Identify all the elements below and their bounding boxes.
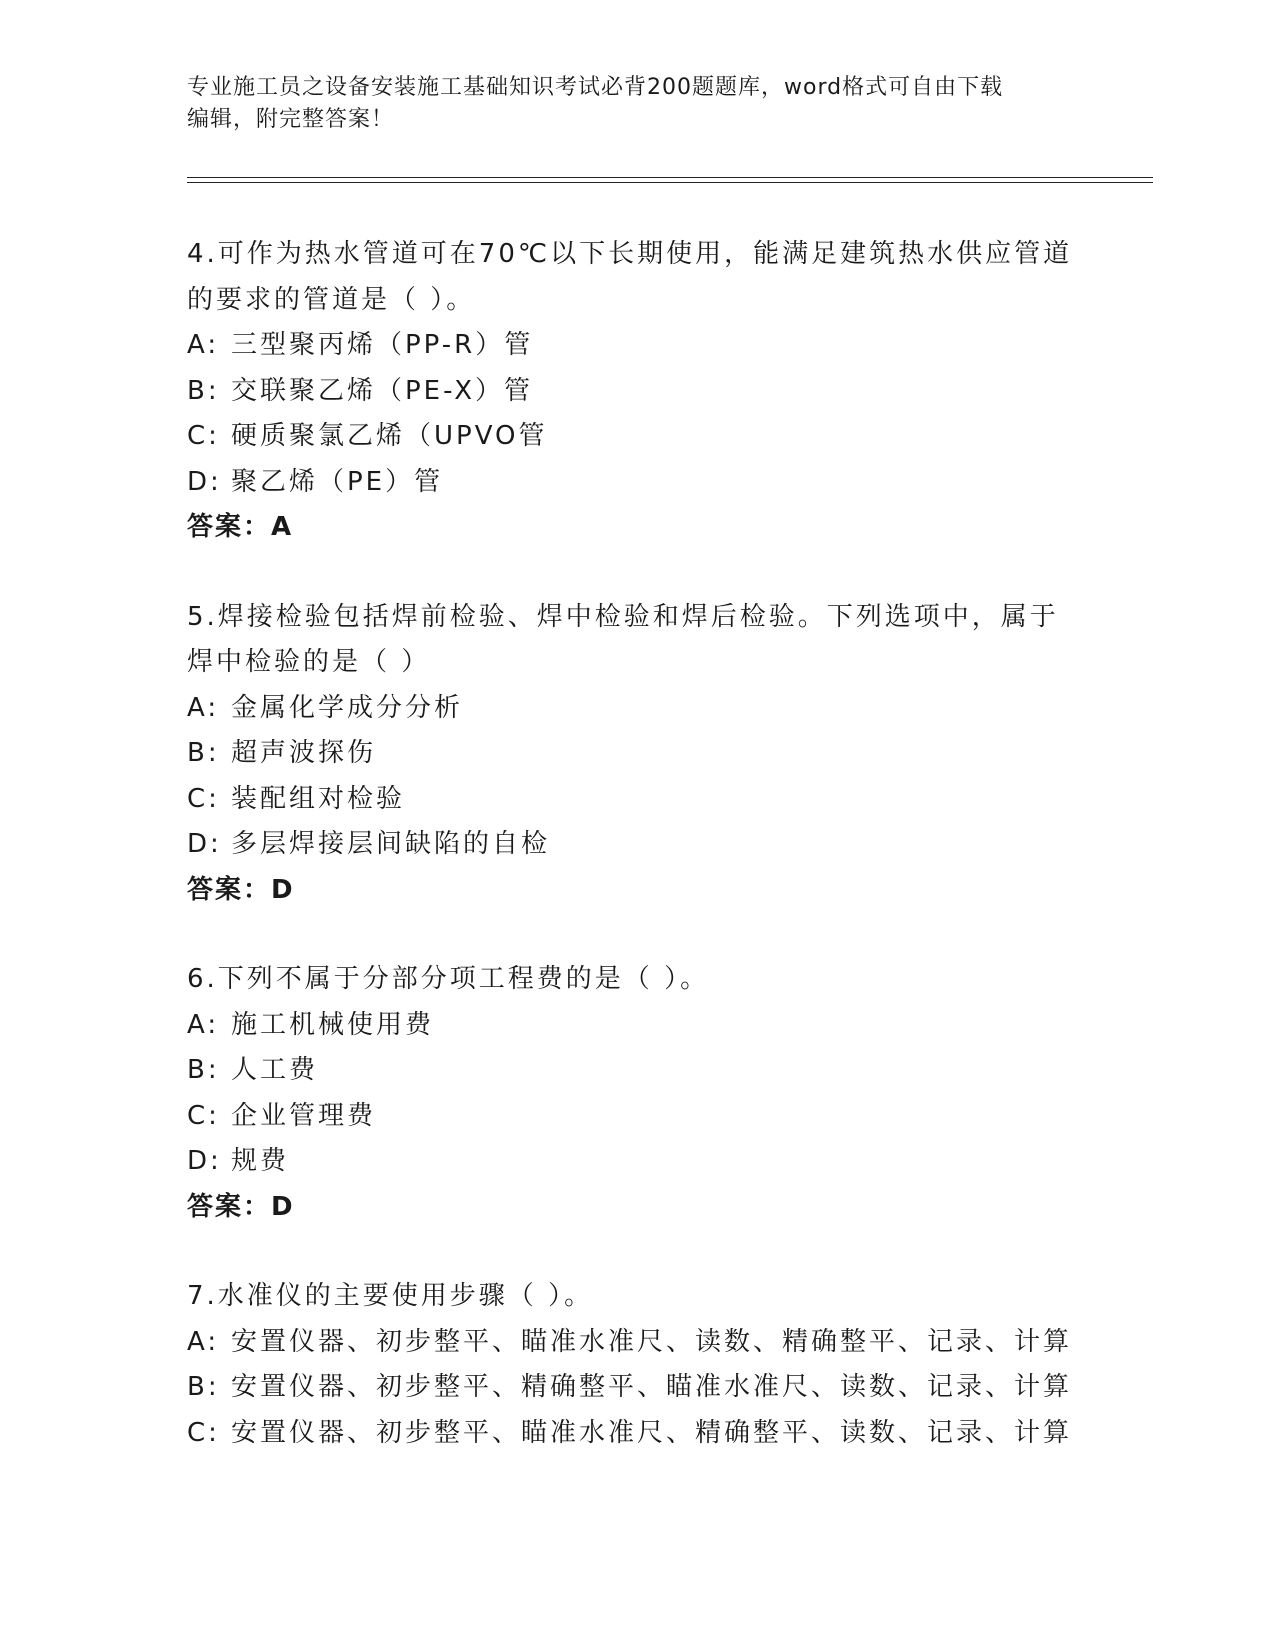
stem-line: 焊中检验的是（ ） [187, 647, 431, 677]
option-text: 装配组对检验 [231, 783, 406, 814]
document-header [187, 72, 1067, 136]
option-key: B: [187, 1372, 220, 1402]
option-key: B: [187, 738, 220, 768]
option-key: C: [187, 1417, 220, 1448]
option-key: A: [187, 1326, 220, 1357]
option-text: 企业管理费 [231, 1100, 377, 1131]
option-b [187, 731, 1087, 777]
option-key: A: [187, 330, 220, 360]
option-b [187, 369, 1087, 415]
stem-line: 6.下列不属于分部分项工程费的是（ ）。 [187, 964, 710, 994]
option-key: C: [187, 1100, 220, 1131]
question-stem [187, 957, 1087, 1003]
option-text: 超声波探伤 [231, 738, 377, 768]
option-c [187, 414, 1087, 460]
option-text: 交联聚乙烯（PE-X）管 [231, 375, 534, 406]
option-key: A: [187, 1009, 220, 1040]
option-a [187, 323, 1087, 369]
option-a [187, 686, 1087, 732]
question-list [187, 232, 1087, 1500]
option-c [187, 1411, 1087, 1457]
header-divider-top [187, 177, 1153, 178]
stem-line: 的要求的管道是（ ）。 [187, 284, 476, 315]
question-5 [187, 595, 1087, 914]
header-line-2: 编辑，附完整答案！ [187, 107, 395, 132]
option-text: 施工机械使用费 [231, 1009, 435, 1040]
stem-line: 5.焊接检验包括焊前检验、焊中检验和焊后检验。下列选项中，属于 [187, 601, 1059, 632]
option-a [187, 1003, 1087, 1049]
option-d [187, 460, 1087, 506]
option-key: C: [187, 421, 220, 451]
option-a [187, 1320, 1087, 1366]
question-7 [187, 1274, 1087, 1456]
question-stem [187, 232, 1087, 323]
option-text: 安置仪器、初步整平、瞄准水准尺、读数、精确整平、记录、计算 [231, 1326, 1073, 1357]
option-d [187, 822, 1087, 868]
option-c [187, 1094, 1087, 1140]
answer-line: 答案：D [187, 874, 295, 905]
option-c [187, 777, 1087, 823]
stem-line: 7.水准仪的主要使用步骤（ ）。 [187, 1281, 594, 1311]
option-key: A: [187, 692, 220, 723]
question-stem [187, 1274, 1087, 1320]
option-text: 硬质聚氯乙烯（UPVO管 [231, 421, 548, 451]
option-key: D: [187, 829, 222, 859]
question-4 [187, 232, 1087, 551]
option-key: B: [187, 1055, 220, 1085]
option-text: 安置仪器、初步整平、精确整平、瞄准水准尺、读数、记录、计算 [231, 1372, 1073, 1402]
option-text: 规费 [231, 1146, 290, 1176]
stem-line: 4.可作为热水管道可在70℃以下长期使用，能满足建筑热水供应管道 [187, 239, 1073, 269]
question-stem [187, 595, 1087, 686]
option-key: B: [187, 375, 220, 406]
option-b [187, 1048, 1087, 1094]
option-key: C: [187, 783, 220, 814]
option-text: 聚乙烯（PE）管 [231, 466, 444, 497]
option-text: 多层焊接层间缺陷的自检 [231, 829, 551, 859]
option-d [187, 1139, 1087, 1185]
option-b [187, 1365, 1087, 1411]
answer-line: 答案：D [187, 1191, 295, 1222]
option-key: D: [187, 466, 222, 497]
option-text: 人工费 [231, 1055, 319, 1085]
option-text: 三型聚丙烯（PP-R）管 [231, 330, 534, 360]
option-key: D: [187, 1146, 222, 1176]
answer-line: 答案：A [187, 512, 294, 542]
header-divider-bottom [187, 182, 1153, 183]
question-6 [187, 957, 1087, 1230]
header-line-1: 专业施工员之设备安装施工基础知识考试必背200题题库，word格式可自由下载 [187, 75, 1004, 100]
option-text: 安置仪器、初步整平、瞄准水准尺、精确整平、读数、记录、计算 [231, 1417, 1073, 1448]
option-text: 金属化学成分分析 [231, 692, 464, 723]
